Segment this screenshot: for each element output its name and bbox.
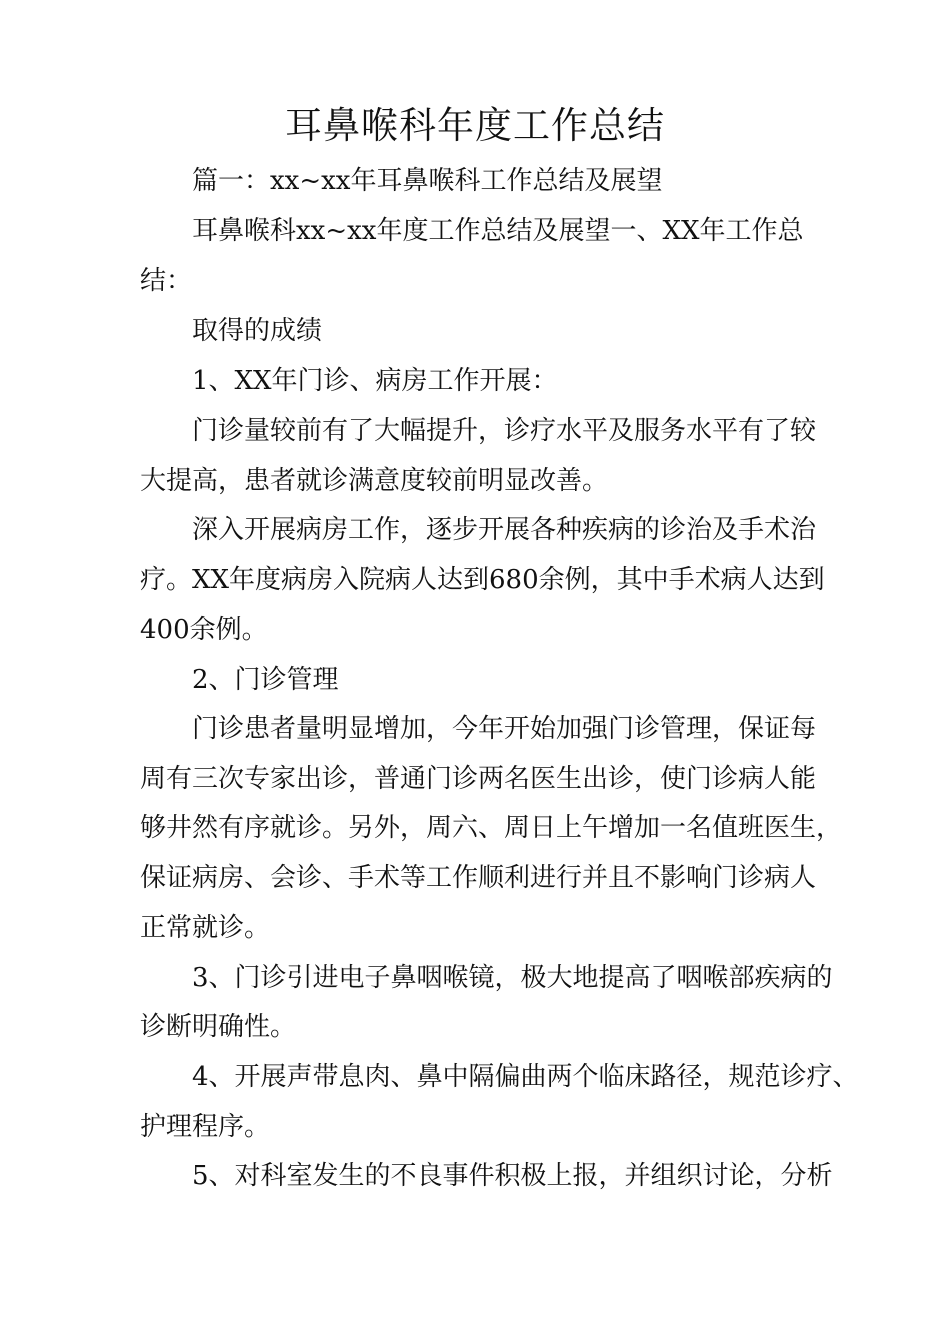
paragraph-line: 大提高，患者就诊满意度较前明显改善。 xyxy=(140,466,609,496)
paragraph-line: 诊断明确性。 xyxy=(140,1012,297,1042)
paragraph-line: 周有三次专家出诊，普通门诊两名医生出诊，使门诊病人能 xyxy=(140,764,817,794)
paragraph-line: 够井然有序就诊。另外，周六、周日上午增加一名值班医生， xyxy=(140,813,843,843)
paragraph-line: 取得的成绩 xyxy=(192,316,323,346)
paragraph-line: 正常就诊。 xyxy=(140,913,271,943)
paragraph-line: 耳鼻喉科xx~xx年度工作总结及展望一、XX年工作总 xyxy=(192,216,804,246)
paragraph-line: 400余例。 xyxy=(140,615,268,645)
paragraph-line: 篇一：xx~xx年耳鼻喉科工作总结及展望 xyxy=(192,166,663,196)
paragraph-line: 护理程序。 xyxy=(140,1112,271,1142)
paragraph-line: 4、开展声带息肉、鼻中隔偏曲两个临床路径，规范诊疗、 xyxy=(192,1062,859,1092)
document-title: 耳鼻喉科年度工作总结 xyxy=(285,104,665,147)
paragraph-line: 疗。XX年度病房入院病人达到680余例，其中手术病人达到 xyxy=(140,565,825,595)
paragraph-line: 3、门诊引进电子鼻咽喉镜，极大地提高了咽喉部疾病的 xyxy=(192,963,833,993)
paragraph-line: 结： xyxy=(140,266,193,296)
paragraph-line: 1、XX年门诊、病房工作开展： xyxy=(192,366,558,396)
paragraph-line: 门诊患者量明显增加，今年开始加强门诊管理，保证每 xyxy=(192,714,817,744)
paragraph-line: 深入开展病房工作，逐步开展各种疾病的诊治及手术治 xyxy=(192,515,817,545)
paragraph-line: 5、对科室发生的不良事件积极上报，并组织讨论，分析 xyxy=(192,1161,833,1191)
paragraph-line: 2、门诊管理 xyxy=(192,665,339,695)
paragraph-line: 门诊量较前有了大幅提升，诊疗水平及服务水平有了较 xyxy=(192,416,817,446)
paragraph-line: 保证病房、会诊、手术等工作顺利进行并且不影响门诊病人 xyxy=(140,863,817,893)
